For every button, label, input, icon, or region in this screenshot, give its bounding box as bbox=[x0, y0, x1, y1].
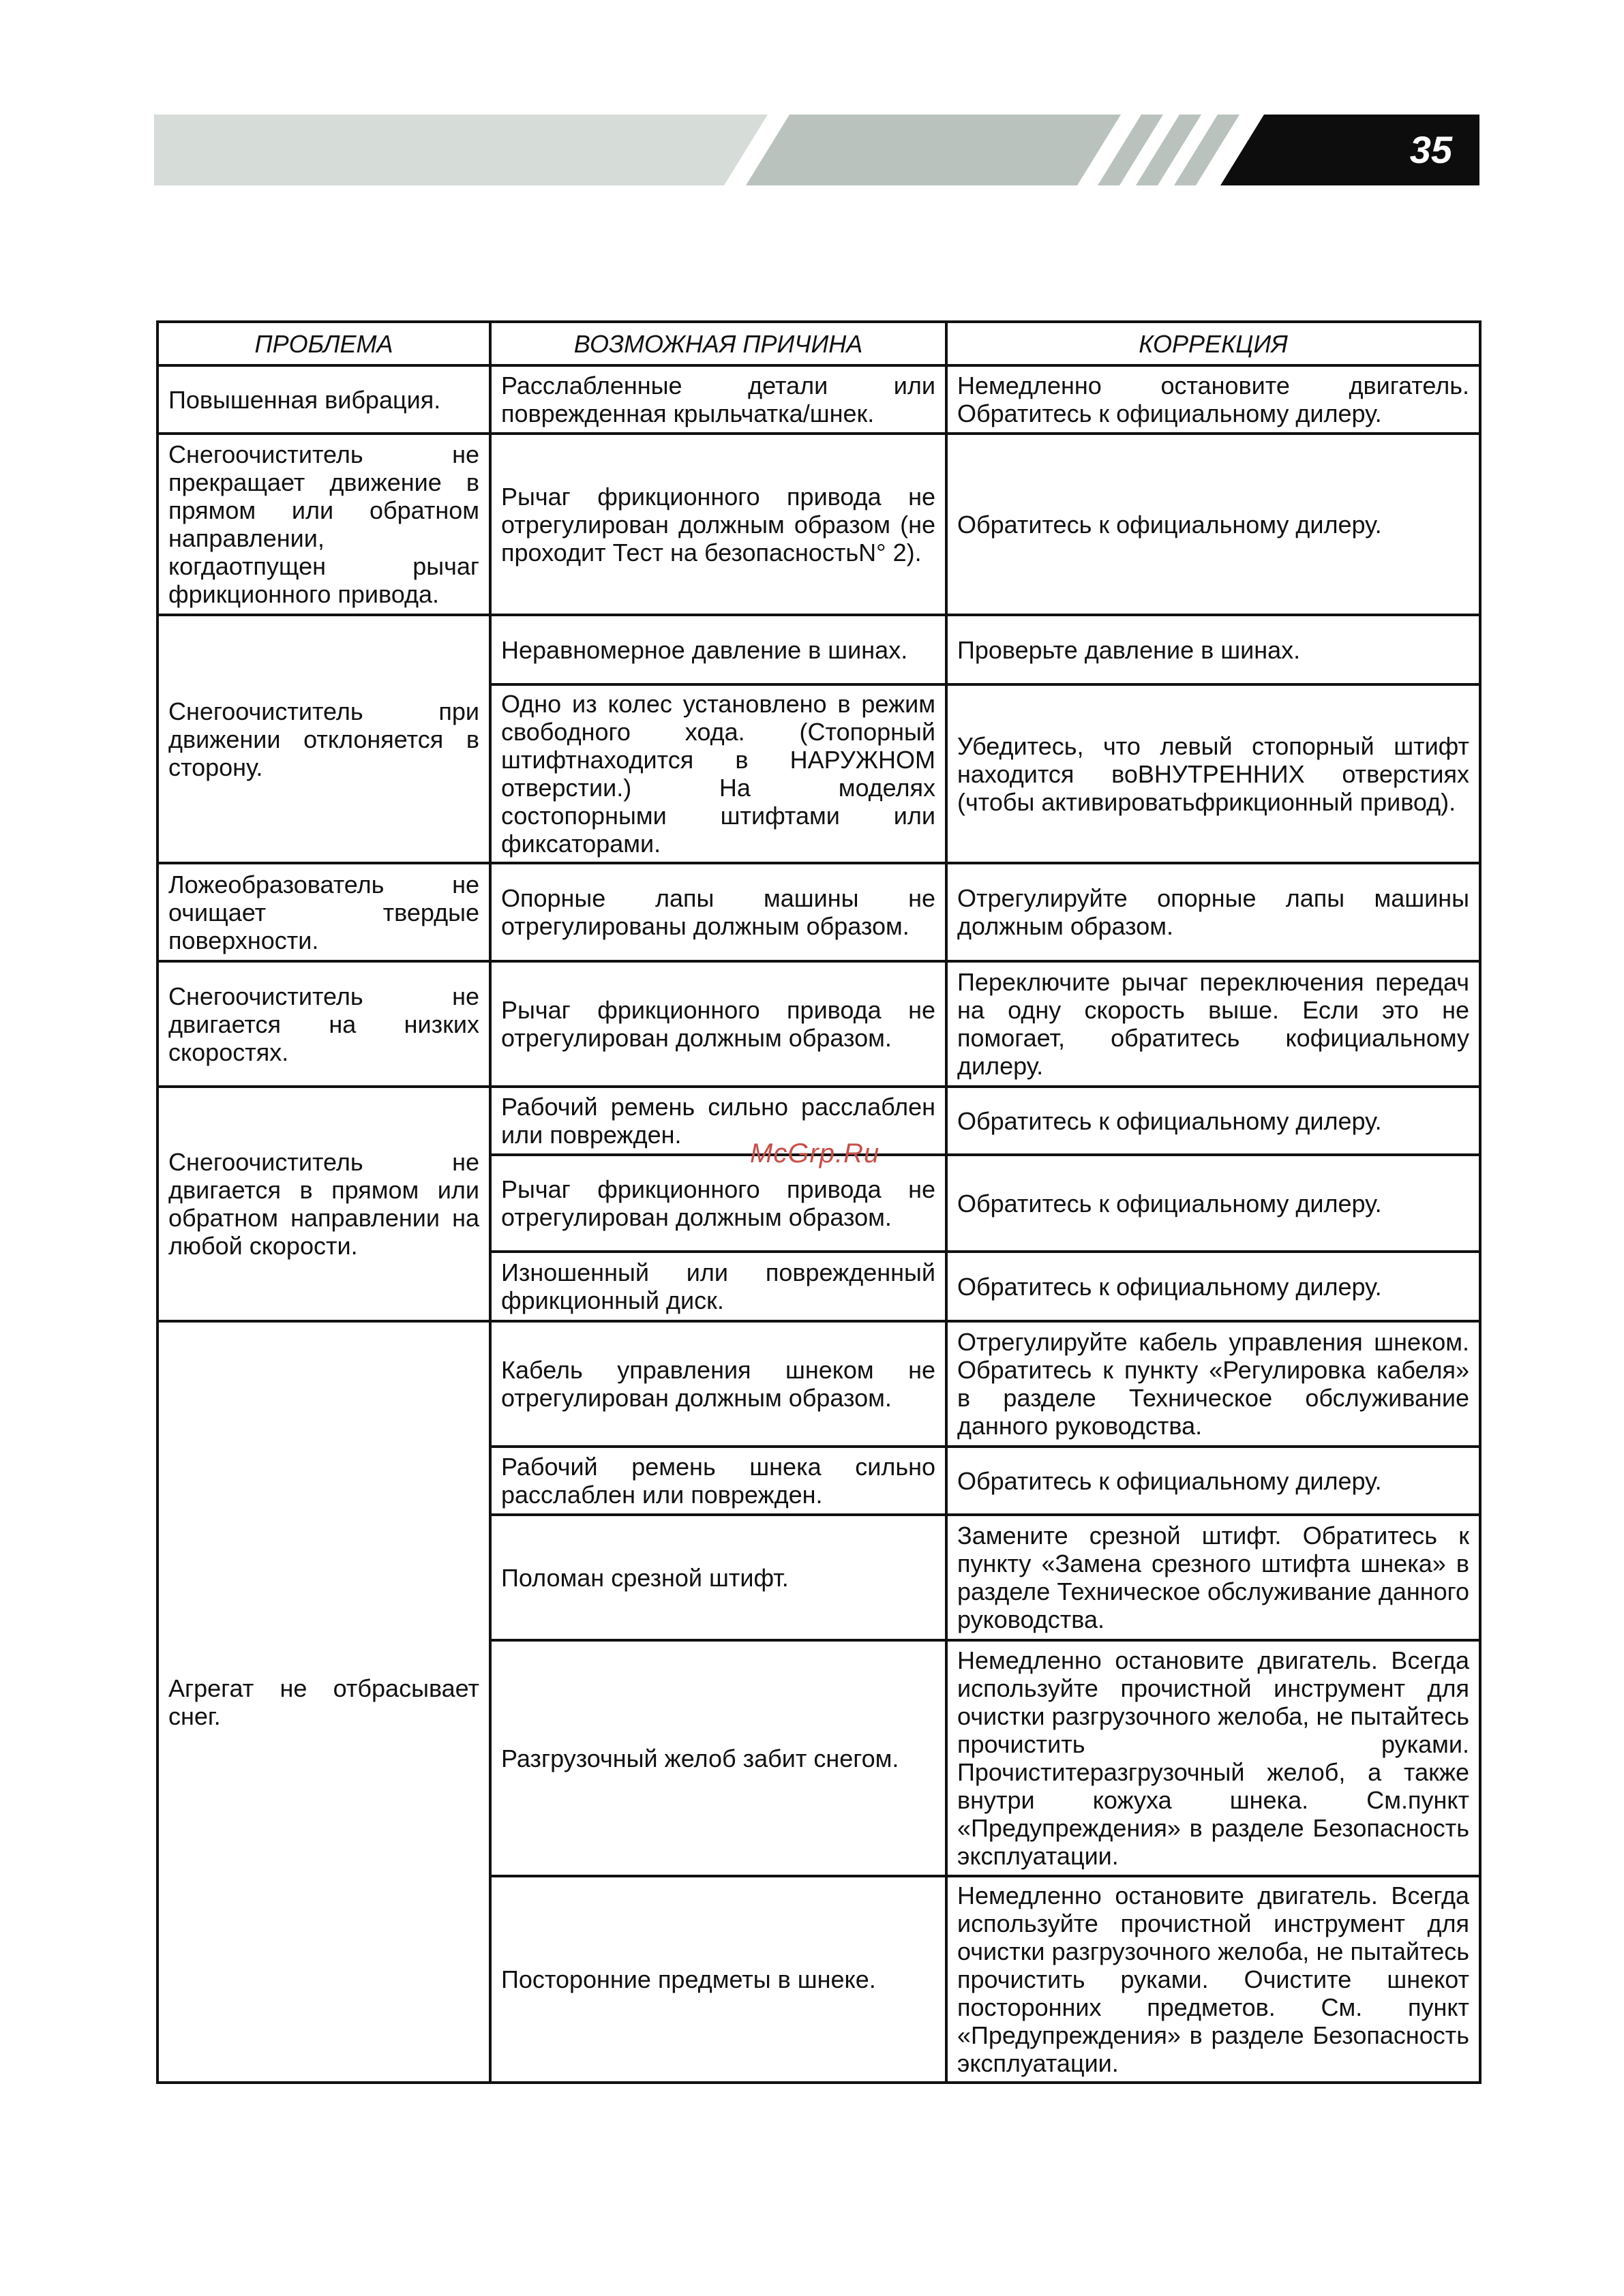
fix-cell: Переключите рычаг переключения передач на одну скорость выше. Если это не помогает, обратитесь кофициальному дилеру. bbox=[946, 961, 1480, 1087]
cause-cell: Рабочий ремень шнека сильно расслаблен или поврежден. bbox=[490, 1447, 946, 1515]
problem-cell: Агрегат не отбрасывает снег. bbox=[157, 1321, 490, 2083]
problem-cell: Повышенная вибрация. bbox=[157, 365, 490, 434]
problem-cell: Снегоочиститель не двигается в прямом или обратном направлении на любой скорости. bbox=[157, 1087, 490, 1321]
table-row bbox=[157, 434, 1480, 615]
problem-cell: Снегоочиститель при движении отклоняется в сторону. bbox=[157, 615, 490, 863]
table-row bbox=[157, 863, 1480, 961]
fix-cell: Обратитесь к официальному дилеру. bbox=[946, 1155, 1480, 1252]
cause-cell: Поломан срезной штифт. bbox=[490, 1515, 946, 1640]
fix-cell: Обратитесь к официальному дилеру. bbox=[946, 434, 1480, 615]
cause-cell: Разгрузочный желоб забит снегом. bbox=[490, 1640, 946, 1876]
fix-cell: Убедитесь, что левый стопорный штифт находится воВНУТРЕННИХ отверстиях (чтобы активироватьфрикционный привод). bbox=[946, 684, 1480, 863]
column-header-fix: КОРРЕКЦИЯ bbox=[946, 322, 1480, 365]
problem-cell: Снегоочиститель не прекращает движение в прямом или обратном направлении, когдаотпущен рычаг фрикционного привода. bbox=[157, 434, 490, 615]
page-header-band bbox=[154, 115, 1479, 185]
fix-cell: Проверьте давление в шинах. bbox=[946, 615, 1480, 684]
cause-cell: Неравномерное давление в шинах. bbox=[490, 615, 946, 684]
table-header-row bbox=[157, 322, 1480, 365]
troubleshooting-table bbox=[156, 320, 1482, 2084]
fix-cell: Обратитесь к официальному дилеру. bbox=[946, 1252, 1480, 1321]
fix-cell: Обратитесь к официальному дилеру. bbox=[946, 1447, 1480, 1515]
problem-cell: Снегоочиститель не двигается на низких скоростях. bbox=[157, 961, 490, 1087]
cause-cell: Рычаг фрикционного привода не отрегулирован должным образом (не проходит Тест на безопасностьN° 2). bbox=[490, 434, 946, 615]
page-number: 35 bbox=[1409, 128, 1452, 171]
fix-cell: Обратитесь к официальному дилеру. bbox=[946, 1087, 1480, 1155]
fix-cell: Немедленно остановите двигатель. Всегда используйте прочистной инструмент для очистки разгрузочного желоба, не пытайтесь прочистить руками. Прочиститеразгрузочный желоб, а также внутри кожуха шнека. См.пункт «Предупреждения» в разделе Безопасность эксплуатации. bbox=[946, 1640, 1480, 1876]
column-header-problem: ПРОБЛЕМА bbox=[157, 322, 490, 365]
cause-cell: Рычаг фрикционного привода не отрегулирован должным образом. bbox=[490, 1155, 946, 1252]
fix-cell: Замените срезной штифт. Обратитесь к пункту «Замена срезного штифта шнека» в разделе Техническое обслуживание данного руководства. bbox=[946, 1515, 1480, 1640]
cause-cell: Одно из колес установлено в режим свободного хода. (Стопорный штифтнаходится в НАРУЖНОМ отверстии.) На моделях состопорными штифтами или фиксаторами. bbox=[490, 684, 946, 863]
table-row bbox=[157, 961, 1480, 1087]
cause-cell: Рабочий ремень сильно расслаблен или поврежден. bbox=[490, 1087, 946, 1155]
fix-cell: Немедленно остановите двигатель. Всегда используйте прочистной инструмент для очистки разгрузочного желоба, не пытайтесь прочистить руками. Очистите шнекот посторонних предметов. См. пункт «Предупреждения» в разделе Безопасность эксплуатации. bbox=[946, 1876, 1480, 2083]
header-stripes-graphic bbox=[154, 115, 1479, 185]
cause-cell: Расслабленные детали или поврежденная крыльчатка/шнек. bbox=[490, 365, 946, 434]
cause-cell: Посторонние предметы в шнеке. bbox=[490, 1876, 946, 2083]
cause-cell: Кабель управления шнеком не отрегулирован должным образом. bbox=[490, 1321, 946, 1447]
cause-cell: Изношенный или поврежденный фрикционный диск. bbox=[490, 1252, 946, 1321]
fix-cell: Немедленно остановите двигатель. Обратитесь к официальному дилеру. bbox=[946, 365, 1480, 434]
column-header-cause: ВОЗМОЖНАЯ ПРИЧИНА bbox=[490, 322, 946, 365]
watermark-text: McGrp.Ru bbox=[750, 1138, 880, 1168]
table-row bbox=[157, 365, 1480, 434]
cause-cell: Опорные лапы машины не отрегулированы должным образом. bbox=[490, 863, 946, 961]
cause-cell: Рычаг фрикционного привода не отрегулирован должным образом. bbox=[490, 961, 946, 1087]
fix-cell: Отрегулируйте кабель управления шнеком. Обратитесь к пункту «Регулировка кабеля» в разделе Техническое обслуживание данного руководства. bbox=[946, 1321, 1480, 1447]
problem-cell: Ложеобразователь не очищает твердые поверхности. bbox=[157, 863, 490, 961]
table-row bbox=[157, 615, 1480, 684]
fix-cell: Отрегулируйте опорные лапы машины должным образом. bbox=[946, 863, 1480, 961]
table-row bbox=[157, 1321, 1480, 1447]
